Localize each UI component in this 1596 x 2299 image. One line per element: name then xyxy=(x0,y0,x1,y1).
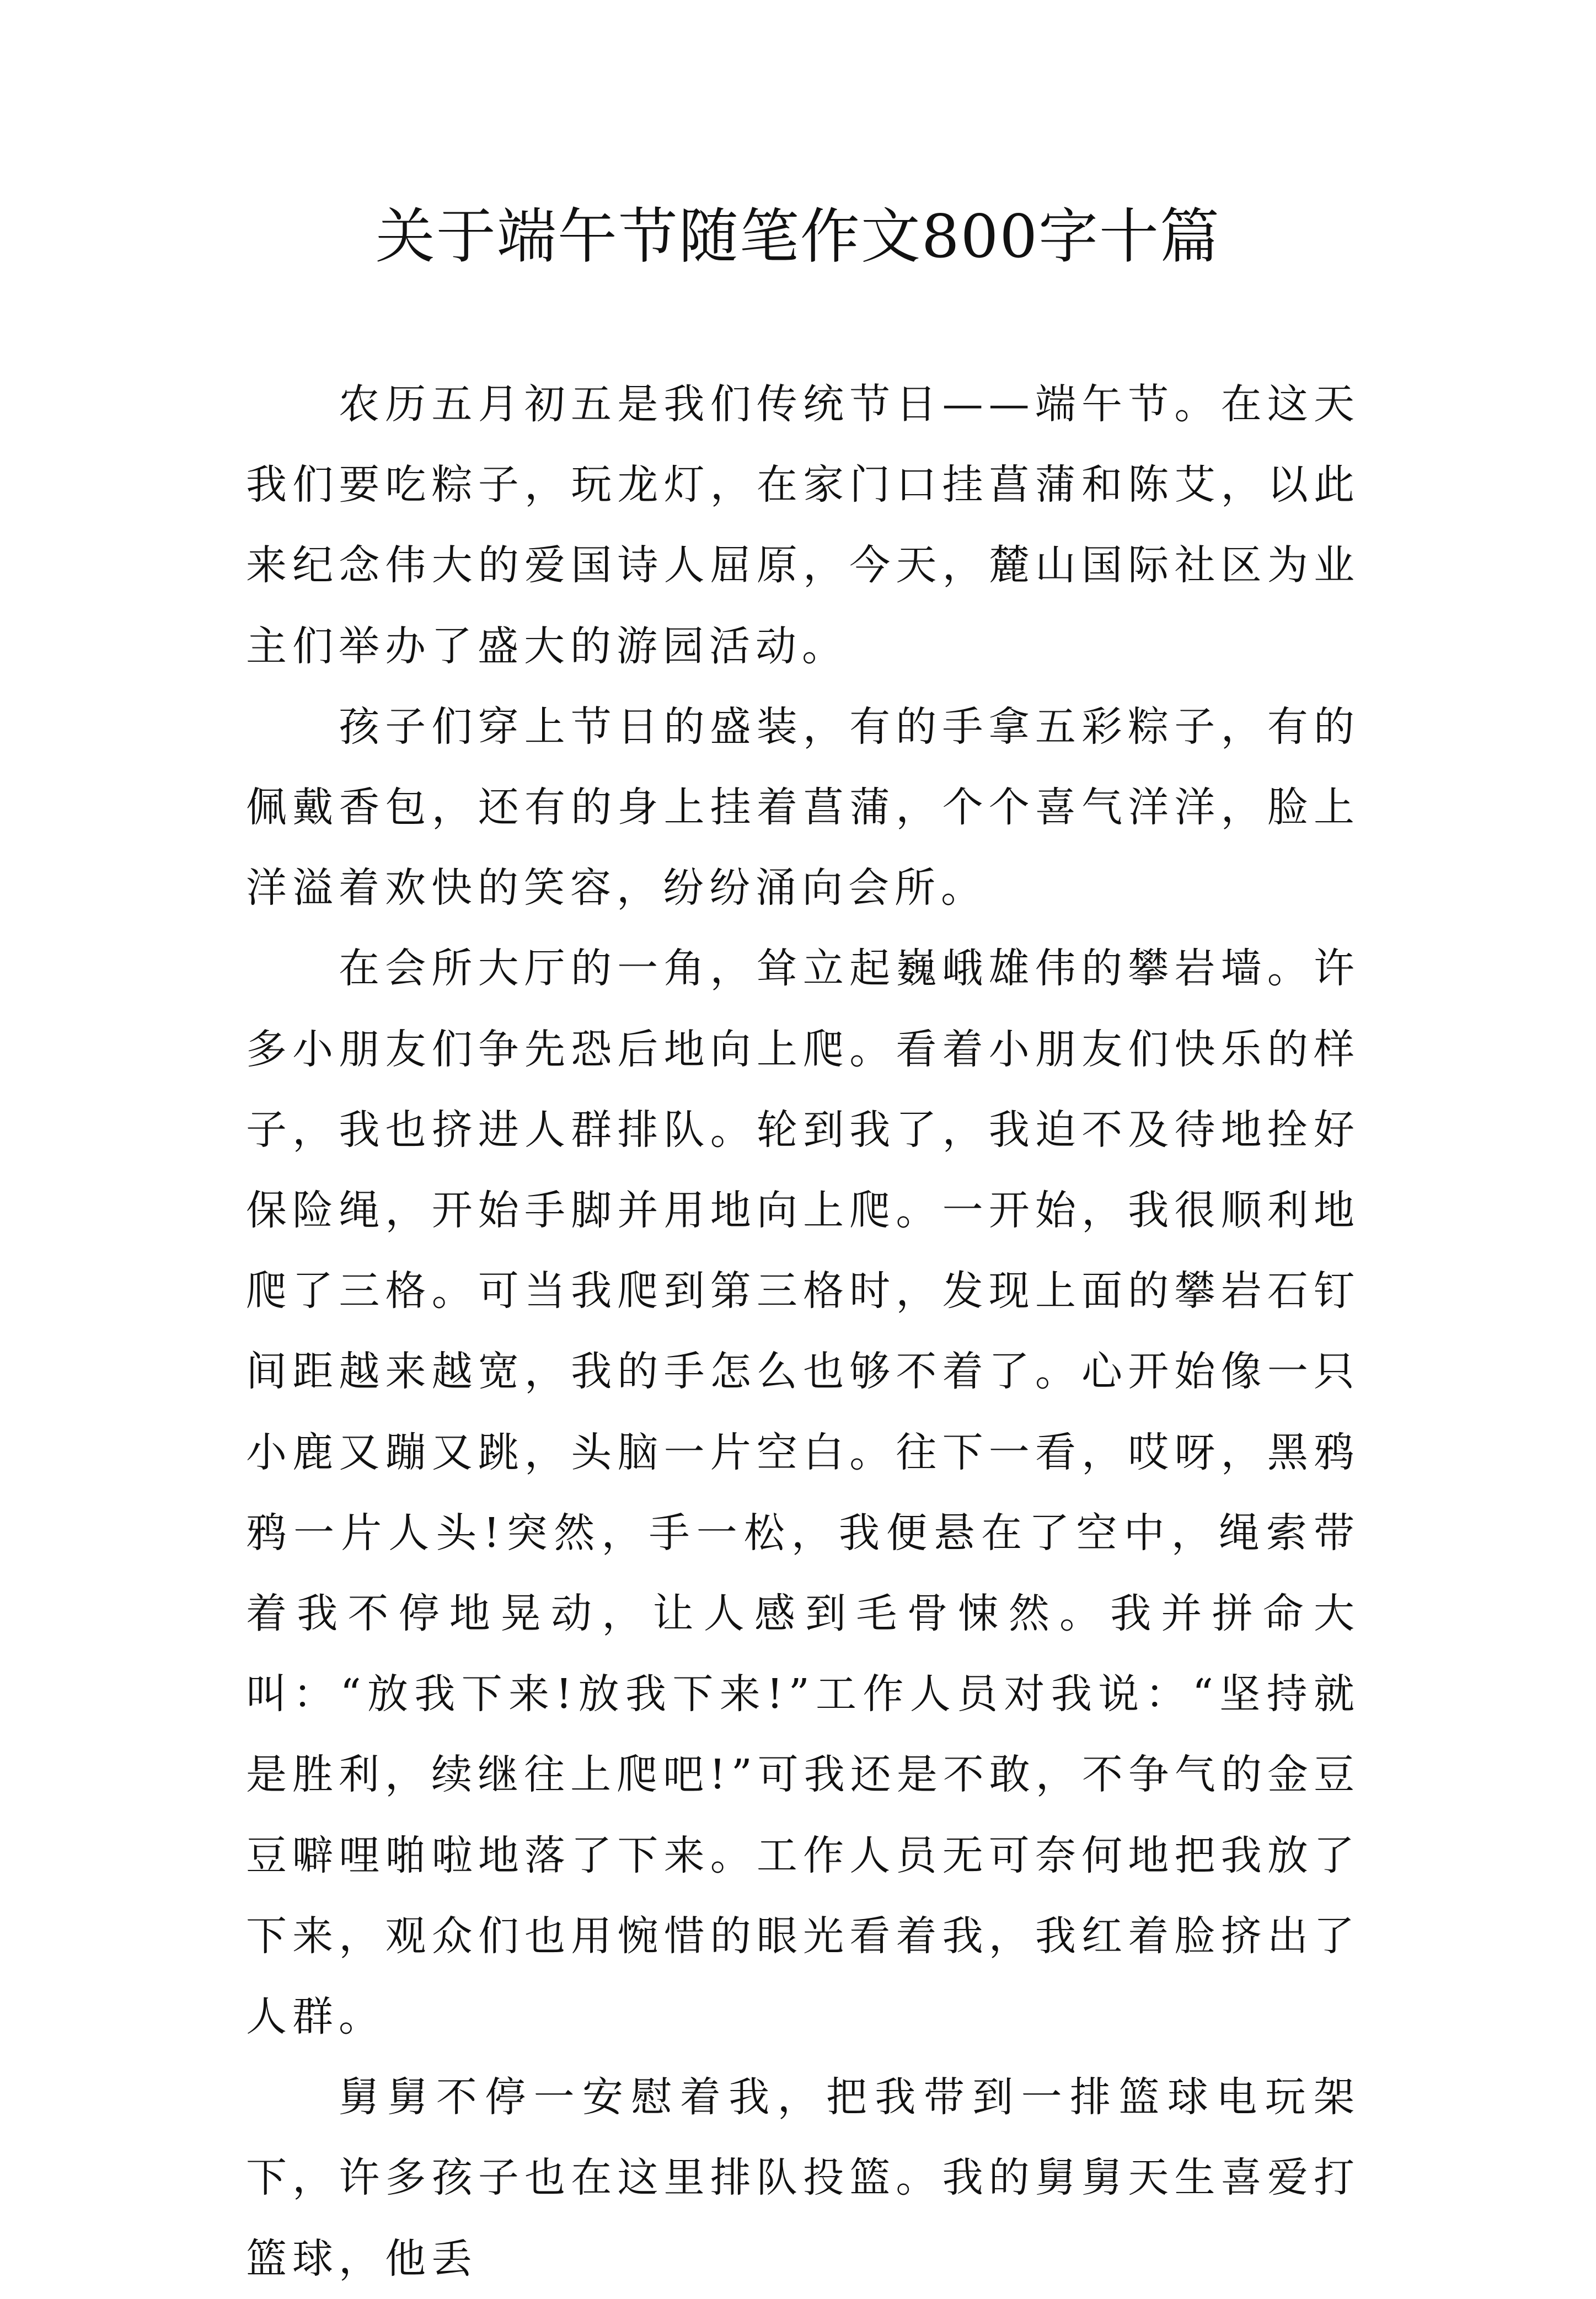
paragraph-1: 农历五月初五是我们传统节日——端午节。在这天我们要吃粽子，玩龙灯，在家门口挂菖蒲和陈艾，以此来纪念伟大的爱国诗人屈原，今天，麓山国际社区为业主们举办了盛大的游园活动。 xyxy=(246,381,1360,670)
paragraph-4: 舅舅不停一安慰着我，把我带到一排篮球电玩架下，许多孩子也在这里排队投篮。我的舅舅天生喜爱打篮球，他丢 xyxy=(246,2073,1360,2282)
document-body xyxy=(246,364,1360,2299)
paragraph-3: 在会所大厅的一角，耸立起巍峨雄伟的攀岩墙。许多小朋友们争先恐后地向上爬。看着小朋友们快乐的样子，我也挤进人群排队。轮到我了，我迫不及待地拴好保险绳，开始手脚并用地向上爬。一开始，我很顺利地爬了三格。可当我爬到第三格时，发现上面的攀岩石钉间距越来越宽，我的手怎么也够不着了。心开始像一只小鹿又蹦又跳，头脑一片空白。往下一看，哎呀，黑鸦鸦一片人头!突然，手一松，我便悬在了空中，绳索带着我不停地晃动，让人感到毛骨悚然。我并拼命大叫：“放我下来!放我下来!”工作人员对我说：“坚持就是胜利，续继往上爬吧!”可我还是不敢，不争气的金豆豆噼哩啪啦地落了下来。工作人员无可奈何地把我放了下来，观众们也用惋惜的眼光看着我，我红着脸挤出了人群。 xyxy=(246,945,1360,2041)
paragraph-2: 孩子们穿上节日的盛装，有的手拿五彩粽子，有的佩戴香包，还有的身上挂着菖蒲，个个喜气洋洋，脸上洋溢着欢快的笑容，纷纷涌向会所。 xyxy=(246,703,1360,912)
document-title: 关于端午节随笔作文800字十篇 xyxy=(375,202,1221,271)
